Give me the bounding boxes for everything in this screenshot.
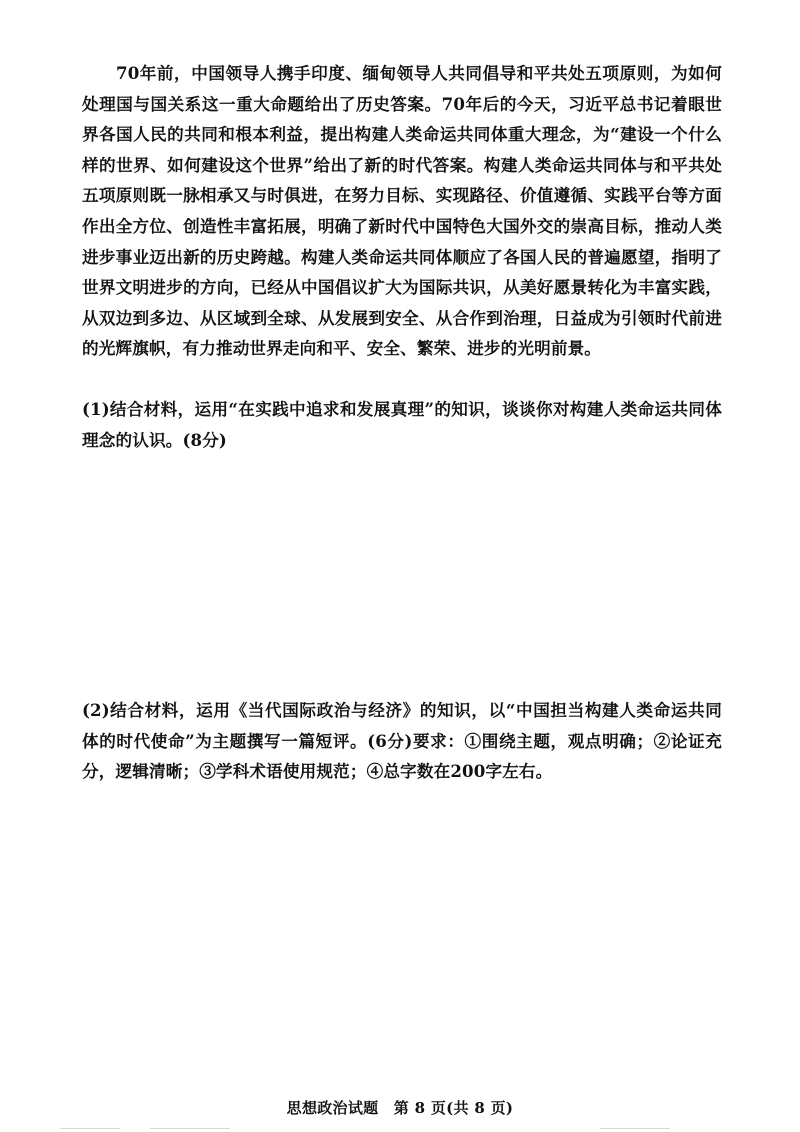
scan-artifact bbox=[150, 1128, 230, 1129]
question-2: (2)结合材料，运用《当代国际政治与经济》的知识，以“中国担当构建人类命运共同体的时代使命”为主题撰写一篇短评。(6分)要求：①围绕主题，观点明确；②论证充分，逻辑清晰；③学科术语使用规范；④总字数在200字左右。 bbox=[82, 700, 722, 782]
scan-artifact bbox=[60, 1128, 120, 1129]
question-1: (1)结合材料，运用“在实践中追求和发展真理”的知识，谈谈你对构建人类命运共同体理念的认识。(8分) bbox=[82, 399, 722, 450]
material-paragraph: 70年前，中国领导人携手印度、缅甸领导人共同倡导和平共处五项原则，为如何处理国与国关系这一重大命题给出了历史答案。70年后的今天，习近平总书记着眼世界各国人民的共同和根本利益，提出构建人类命运共同体重大理念，为“建设一个什么样的世界、如何建设这个世界”给出了新的时代答案。构建人类命运共同体与和平共处五项原则既一脉相承又与时俱进，在努力目标、实现路径、价值遵循、实践平台等方面作出全方位、创造性丰富拓展，明确了新时代中国特色大国外交的崇高目标，推动人类进步事业迈出新的历史跨越。构建人类命运共同体顺应了各国人民的普遍愿望，指明了世界文明进步的方向，已经从中国倡议扩大为国际共识，从美好愿景转化为丰富实践，从双边到多边、从区域到全球、从发展到安全、从合作到治理，日益成为引领时代前进的光辉旗帜，有力推动世界走向和平、安全、繁荣、进步的光明前景。 bbox=[82, 63, 722, 359]
page-footer: 思想政治试题 第 8 页(共 8 页) bbox=[286, 1099, 514, 1117]
scan-artifact bbox=[600, 1128, 670, 1129]
